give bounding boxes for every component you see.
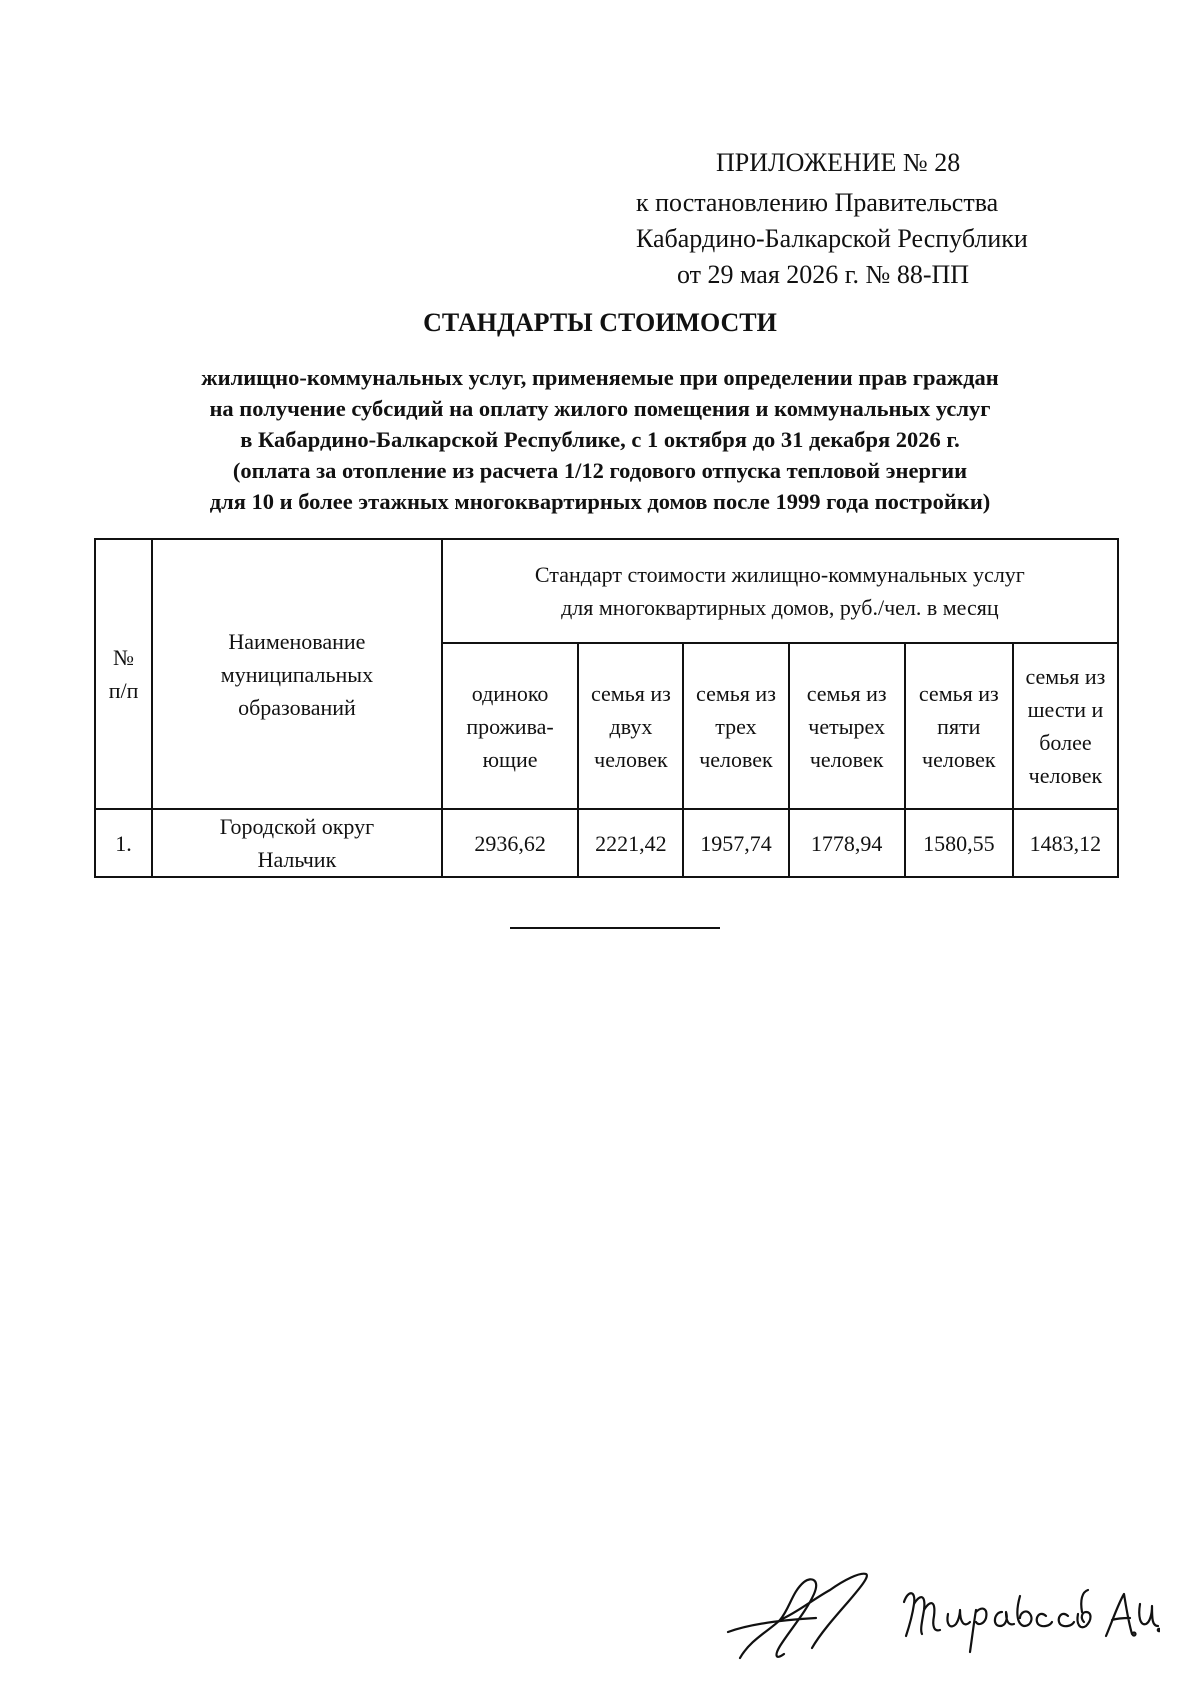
appendix-title: ПРИЛОЖЕНИЕ № 28	[716, 148, 961, 177]
header-family-5: семья из пяти человек	[905, 643, 1013, 809]
header-cost-standard: Стандарт стоимости жилищно-коммунальных услуг для многоквартирных домов, руб./чел. в месяц	[442, 539, 1118, 643]
handwritten-signature	[720, 1560, 1160, 1670]
appendix-line-1: к постановлению Правительства	[636, 188, 999, 217]
header-number: № п/п	[95, 539, 152, 809]
header-family-4: семья из четырех человек	[789, 643, 905, 809]
header-single: одиноко прожива- ющие	[442, 643, 579, 809]
value-family-2: 2221,42	[578, 809, 683, 877]
value-family-5: 1580,55	[905, 809, 1013, 877]
header-family-2: семья из двух человек	[578, 643, 683, 809]
subtitle-line: жилищно-коммунальных услуг, применяемые при определении прав граждан	[201, 365, 999, 390]
header-municipality: Наименование муниципальных образований	[152, 539, 442, 809]
document-title: СТАНДАРТЫ СТОИМОСТИ	[423, 308, 777, 337]
appendix-line-3: от 29 мая 2026 г. № 88-ПП	[677, 260, 970, 289]
value-family-6-plus: 1483,12	[1013, 809, 1118, 877]
header-family-3: семья из трех человек	[683, 643, 788, 809]
subtitle-line: для 10 и более этажных многоквартирных домов после 1999 года постройки)	[209, 489, 991, 514]
value-family-3: 1957,74	[683, 809, 788, 877]
cost-standards-table	[94, 538, 1119, 878]
row-municipality: Городской округ Нальчик	[152, 809, 442, 877]
subtitle-line: в Кабардино-Балкарской Республике, с 1 октября до 31 декабря 2026 г.	[240, 427, 960, 452]
subtitle-line: (оплата за отопление из расчета 1/12 годового отпуска тепловой энергии	[232, 458, 968, 483]
divider-line	[510, 927, 720, 929]
appendix-line-2: Кабардино-Балкарской Республики	[636, 224, 1028, 253]
table-row	[95, 809, 1118, 877]
value-family-4: 1778,94	[789, 809, 905, 877]
value-single: 2936,62	[442, 809, 579, 877]
row-number: 1.	[95, 809, 152, 877]
header-family-6-plus: семья из шести и более человек	[1013, 643, 1118, 809]
subtitle-line: на получение субсидий на оплату жилого помещения и коммунальных услуг	[209, 396, 991, 421]
document-subtitle	[0, 362, 1200, 517]
